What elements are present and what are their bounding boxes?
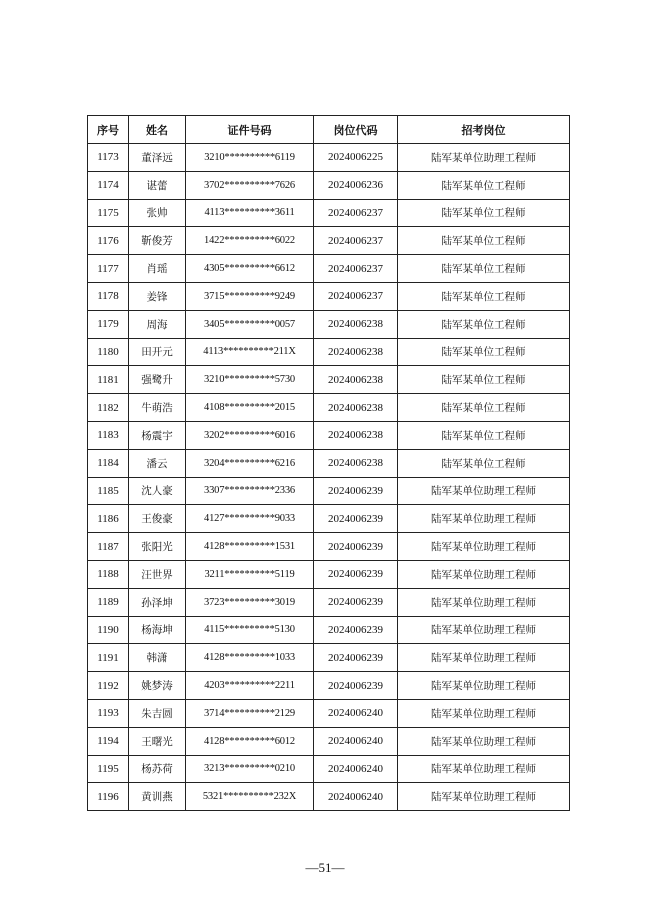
cell-id-number: 4128**********6012: [186, 727, 314, 755]
cell-id-number: 3204**********6216: [186, 449, 314, 477]
cell-name: 姚梦涛: [129, 672, 186, 700]
cell-post-code: 2024006238: [314, 421, 398, 449]
cell-seq: 1176: [88, 227, 129, 255]
cell-seq: 1189: [88, 588, 129, 616]
cell-name: 汪世界: [129, 560, 186, 588]
cell-seq: 1173: [88, 144, 129, 172]
cell-id-number: 3405**********0057: [186, 310, 314, 338]
cell-post-code: 2024006238: [314, 449, 398, 477]
header-id-number: 证件号码: [186, 116, 314, 144]
cell-id-number: 4305**********6612: [186, 255, 314, 283]
cell-name: 靳俊芳: [129, 227, 186, 255]
cell-post-code: 2024006238: [314, 310, 398, 338]
cell-name: 王俊豪: [129, 505, 186, 533]
cell-name: 肖瑶: [129, 255, 186, 283]
table-row: [88, 227, 570, 255]
cell-post-code: 2024006239: [314, 560, 398, 588]
cell-name: 杨震宇: [129, 421, 186, 449]
cell-seq: 1192: [88, 672, 129, 700]
cell-post-code: 2024006239: [314, 533, 398, 561]
table-body: [88, 144, 570, 811]
cell-post: 陆军某单位助理工程师: [398, 505, 570, 533]
cell-post: 陆军某单位工程师: [398, 394, 570, 422]
cell-id-number: 4128**********1531: [186, 533, 314, 561]
cell-id-number: 4113**********3611: [186, 199, 314, 227]
cell-name: 张阳光: [129, 533, 186, 561]
table-row: [88, 672, 570, 700]
header-seq: 序号: [88, 116, 129, 144]
cell-post: 陆军某单位工程师: [398, 421, 570, 449]
cell-post: 陆军某单位助理工程师: [398, 644, 570, 672]
cell-id-number: 4115**********5130: [186, 616, 314, 644]
cell-post-code: 2024006237: [314, 282, 398, 310]
cell-post: 陆军某单位工程师: [398, 449, 570, 477]
cell-post-code: 2024006240: [314, 727, 398, 755]
cell-name: 强鹭升: [129, 366, 186, 394]
cell-id-number: 3202**********6016: [186, 421, 314, 449]
cell-name: 牛萌浩: [129, 394, 186, 422]
page-number: —51—: [305, 860, 345, 875]
cell-seq: 1180: [88, 338, 129, 366]
cell-post-code: 2024006238: [314, 338, 398, 366]
cell-post: 陆军某单位工程师: [398, 366, 570, 394]
cell-post: 陆军某单位助理工程师: [398, 477, 570, 505]
header-post-code: 岗位代码: [314, 116, 398, 144]
cell-seq: 1183: [88, 421, 129, 449]
cell-post-code: 2024006240: [314, 783, 398, 811]
table-row: [88, 144, 570, 172]
table-row: [88, 783, 570, 811]
cell-name: 孙泽坤: [129, 588, 186, 616]
cell-id-number: 3715**********9249: [186, 282, 314, 310]
cell-id-number: 3307**********2336: [186, 477, 314, 505]
cell-post: 陆军某单位工程师: [398, 227, 570, 255]
table-header-row: [88, 116, 570, 144]
cell-post-code: 2024006240: [314, 755, 398, 783]
roster-sheet: [87, 115, 569, 811]
cell-seq: 1188: [88, 560, 129, 588]
cell-id-number: 3210**********5730: [186, 366, 314, 394]
cell-id-number: 4203**********2211: [186, 672, 314, 700]
cell-post: 陆军某单位助理工程师: [398, 533, 570, 561]
cell-seq: 1190: [88, 616, 129, 644]
cell-post-code: 2024006239: [314, 477, 398, 505]
cell-id-number: 1422**********6022: [186, 227, 314, 255]
cell-post: 陆军某单位助理工程师: [398, 672, 570, 700]
cell-seq: 1174: [88, 171, 129, 199]
cell-post: 陆军某单位助理工程师: [398, 783, 570, 811]
table-row: [88, 727, 570, 755]
cell-post-code: 2024006225: [314, 144, 398, 172]
table-row: [88, 421, 570, 449]
cell-post-code: 2024006239: [314, 505, 398, 533]
cell-seq: 1194: [88, 727, 129, 755]
cell-post-code: 2024006236: [314, 171, 398, 199]
table-row: [88, 560, 570, 588]
table-row: [88, 394, 570, 422]
cell-post: 陆军某单位助理工程师: [398, 699, 570, 727]
table-row: [88, 505, 570, 533]
cell-id-number: 4127**********9033: [186, 505, 314, 533]
cell-id-number: 3723**********3019: [186, 588, 314, 616]
cell-post-code: 2024006239: [314, 644, 398, 672]
cell-name: 周海: [129, 310, 186, 338]
cell-seq: 1179: [88, 310, 129, 338]
cell-id-number: 3213**********0210: [186, 755, 314, 783]
cell-id-number: 3714**********2129: [186, 699, 314, 727]
cell-name: 姜锋: [129, 282, 186, 310]
table-row: [88, 282, 570, 310]
cell-post-code: 2024006239: [314, 672, 398, 700]
cell-post: 陆军某单位工程师: [398, 199, 570, 227]
table-row: [88, 338, 570, 366]
cell-post: 陆军某单位助理工程师: [398, 616, 570, 644]
cell-post-code: 2024006238: [314, 366, 398, 394]
cell-name: 谌蕾: [129, 171, 186, 199]
cell-name: 张帅: [129, 199, 186, 227]
roster-table: [87, 115, 570, 811]
cell-name: 朱吉圆: [129, 699, 186, 727]
cell-seq: 1186: [88, 505, 129, 533]
cell-post: 陆军某单位工程师: [398, 171, 570, 199]
cell-post-code: 2024006237: [314, 199, 398, 227]
cell-name: 潘云: [129, 449, 186, 477]
cell-id-number: 4113**********211X: [186, 338, 314, 366]
cell-post: 陆军某单位工程师: [398, 310, 570, 338]
cell-post: 陆军某单位助理工程师: [398, 560, 570, 588]
cell-post-code: 2024006238: [314, 394, 398, 422]
cell-name: 杨海坤: [129, 616, 186, 644]
cell-seq: 1185: [88, 477, 129, 505]
table-row: [88, 171, 570, 199]
cell-name: 董泽远: [129, 144, 186, 172]
cell-seq: 1195: [88, 755, 129, 783]
cell-seq: 1182: [88, 394, 129, 422]
table-row: [88, 310, 570, 338]
table-row: [88, 533, 570, 561]
cell-id-number: 4108**********2015: [186, 394, 314, 422]
cell-post: 陆军某单位助理工程师: [398, 727, 570, 755]
cell-post-code: 2024006237: [314, 255, 398, 283]
cell-post: 陆军某单位工程师: [398, 255, 570, 283]
cell-seq: 1178: [88, 282, 129, 310]
cell-name: 黄训燕: [129, 783, 186, 811]
table-row: [88, 644, 570, 672]
cell-name: 韩潇: [129, 644, 186, 672]
cell-name: 沈人豪: [129, 477, 186, 505]
cell-seq: 1181: [88, 366, 129, 394]
cell-post: 陆军某单位助理工程师: [398, 144, 570, 172]
cell-post-code: 2024006237: [314, 227, 398, 255]
table-row: [88, 477, 570, 505]
table-row: [88, 199, 570, 227]
table-row: [88, 366, 570, 394]
cell-seq: 1184: [88, 449, 129, 477]
cell-seq: 1177: [88, 255, 129, 283]
cell-name: 王曙光: [129, 727, 186, 755]
cell-post: 陆军某单位助理工程师: [398, 588, 570, 616]
cell-name: 田开元: [129, 338, 186, 366]
table-row: [88, 588, 570, 616]
header-name: 姓名: [129, 116, 186, 144]
cell-id-number: 5321**********232X: [186, 783, 314, 811]
cell-post-code: 2024006240: [314, 699, 398, 727]
cell-post: 陆军某单位工程师: [398, 282, 570, 310]
cell-id-number: 3702**********7626: [186, 171, 314, 199]
table-row: [88, 255, 570, 283]
cell-seq: 1187: [88, 533, 129, 561]
cell-post: 陆军某单位助理工程师: [398, 755, 570, 783]
table-row: [88, 616, 570, 644]
cell-id-number: 3210**********6119: [186, 144, 314, 172]
table-row: [88, 699, 570, 727]
table-row: [88, 449, 570, 477]
cell-seq: 1175: [88, 199, 129, 227]
cell-post: 陆军某单位工程师: [398, 338, 570, 366]
cell-seq: 1191: [88, 644, 129, 672]
cell-name: 杨苏荷: [129, 755, 186, 783]
cell-seq: 1196: [88, 783, 129, 811]
cell-id-number: 3211**********5119: [186, 560, 314, 588]
cell-seq: 1193: [88, 699, 129, 727]
cell-post-code: 2024006239: [314, 616, 398, 644]
cell-post-code: 2024006239: [314, 588, 398, 616]
table-row: [88, 755, 570, 783]
header-post: 招考岗位: [398, 116, 570, 144]
cell-id-number: 4128**********1033: [186, 644, 314, 672]
